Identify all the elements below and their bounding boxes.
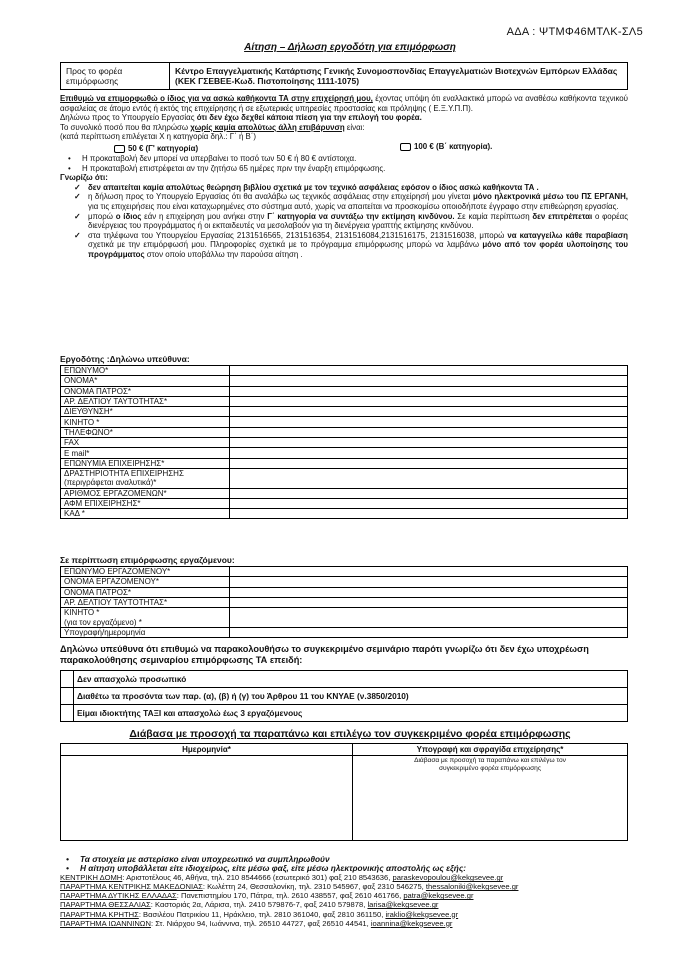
option-checkbox[interactable]	[61, 688, 74, 705]
intro-wish: Επιθυμώ να επιμορφωθώ ο ίδιος για να ασκώ καθήκοντα ΤΑ στην επιχείρησή μου,	[60, 94, 373, 103]
option-category-b[interactable]: 100 € (Β΄ κατηγορία).	[400, 142, 492, 152]
advance-refund: • Η προκαταβολή επιστρέφεται αν την ζητήσω 65 ημέρες πριν την έναρξη επιμόρφωσης.	[68, 163, 386, 173]
checkmark-icon: ✓	[74, 230, 81, 240]
option-label: Διαθέτω τα προσόντα των παρ. (α), (β) ή (γ) του Άρθρου 11 του ΚΝΥΑΕ (ν.3850/2010)	[74, 688, 628, 705]
table-row	[61, 376, 628, 386]
check-item-4: ✓ στα τηλέφωνα του Υπουργείου Εργασίας 2131516565, 2131516354, 2131516084,2131516175, 2131516038, μπορώ να καταγγείλω κάθε παραβίαση σχετικά με την επιμόρφωσή μου. Πληροφορίες σχετικά με το πρόγραμμα επιμόρφωσης μπορώ να λαμβάνω μόνο από τον φορέα υλοποίησης του προγράμματος στον οποίο υποβάλλω την παρούσα αίτηση .	[74, 230, 628, 259]
employer-table	[60, 365, 628, 519]
field-label: ΟΝΟΜΑ*	[61, 376, 230, 386]
signature-note: Διάβασα με προσοχή τα παραπάνω και επιλέγω τον συγκεκριμένο φορέα επιμόρφωσης	[414, 757, 566, 772]
field-label: ΑΦΜ ΕΠΙΧΕΙΡΗΣΗΣ*	[61, 498, 230, 508]
document-title: Αίτηση – Δήλωση εργοδότη για επιμόρφωση	[244, 42, 456, 53]
option-row[interactable]	[61, 671, 628, 688]
table-row	[61, 396, 628, 406]
field-input[interactable]	[230, 396, 628, 406]
field-label: ΕΠΩΝΥΜΟ*	[61, 366, 230, 376]
table-row	[61, 417, 628, 427]
table-row	[61, 567, 628, 577]
bullet-icon: •	[68, 163, 71, 173]
field-input[interactable]	[230, 468, 628, 488]
check-item-2: ✓ η δήλωση προς το Υπουργείο Εργασίας ότι θα αναλάβω ως τεχνικός ασφάλειας στην επιχείρησή μου γίνεται μόνο ηλεκτρονικά μέσω του ΠΣ ΕΡΓΑΝΗ, για τις επιχειρήσεις που είναι καταχωρημένες στο σύστημα αυτό, χωρίς να απαιτείται να προσκομίσω οποιοδήποτε έγγραφο στην επιθεώρηση εργασίας.	[74, 192, 628, 211]
field-input[interactable]	[230, 427, 628, 437]
field-input[interactable]	[230, 458, 628, 468]
read-confirm-title: Διάβασα με προσοχή τα παραπάνω και επιλέγω τον συγκεκριμένο φορέα επιμόρφωσης	[129, 728, 571, 740]
field-label: ΚΙΝΗΤΟ *	[61, 608, 230, 618]
employer-heading: Εργοδότης :Δηλώνω υπεύθυνα:	[60, 354, 190, 364]
field-label: ΔΙΕΥΘΥΝΣΗ*	[61, 407, 230, 417]
declaration-text: Δηλώνω υπεύθυνα ότι επιθυμώ να παρακολουθήσω το συγκεκριμένο σεμινάριο παρότι γνωρίζω ότι δεν έχω υποχρέωση παρακολούθησης σεμιναρίου επιμόρφωσης ΤΑ επειδή:	[60, 644, 589, 665]
field-input[interactable]	[230, 386, 628, 396]
table-row	[61, 627, 628, 637]
field-label: ΑΡ. ΔΕΛΤΙΟΥ ΤΑΥΤΟΤΗΤΑΣ*	[61, 396, 230, 406]
field-input[interactable]	[230, 376, 628, 386]
table-row	[61, 608, 628, 618]
bullet-icon: •	[68, 153, 71, 163]
branch-email[interactable]: iraklio@kekgsevee.gr	[385, 909, 459, 919]
field-label: ΚΑΔ *	[61, 509, 230, 519]
field-input[interactable]	[230, 448, 628, 458]
table-row	[61, 488, 628, 498]
field-label: Υπογραφή/ημερομηνία	[61, 627, 230, 637]
table-row	[61, 498, 628, 508]
recipient-name: Κέντρο Επαγγελματικής Κατάρτισης Γενικής Συνομοσπονδίας Επαγγελματιών Βιοτεχνών Εμπόρων Ελλάδας (ΚΕΚ ΓΣΕΒΕΕ-Κωδ. Πιστοποίησης 1111-1075)	[170, 63, 628, 90]
option-row[interactable]	[61, 688, 628, 705]
category-options	[60, 142, 628, 154]
know-heading: Γνωρίζω ότι:	[60, 173, 108, 183]
footer-note-required: • Τα στοιχεία με αστερίσκο είναι υποχρεωτικό να συμπληρωθούν	[66, 854, 330, 864]
branch-email[interactable]: ioannina@kekgsevee.gr	[370, 918, 453, 928]
recipient-label: Προς το φορέα επιμόρφωσης	[61, 63, 170, 90]
field-label: ΕΠΩΝΥΜΟ ΕΡΓΑΖΟΜΕΝΟΥ*	[61, 567, 230, 577]
field-label: ΟΝΟΜΑ ΠΑΤΡΟΣ*	[61, 386, 230, 396]
signature-field[interactable]	[353, 756, 628, 841]
footer-note-submit: • Η αίτηση υποβάλλεται είτε ιδιοχείρως, είτε μέσω φαξ, είτε μέσω ηλεκτρονικής αποστολής ως εξής:	[66, 863, 467, 874]
table-row	[61, 427, 628, 437]
bullet-icon: •	[66, 854, 69, 864]
employee-table	[60, 566, 628, 638]
employee-heading: Σε περίπτωση επιμόρφωσης εργαζόμενου:	[60, 555, 235, 565]
branch-line: ΚΕΝΤΡΙΚΗ ΔΟΜΗ: Αριστοτέλους 46, Αθήνα, τηλ. 210 8544666 (εσωτερικό 301) φαξ 210 8543636, paraskevopoulou@kekgsevee.gr	[60, 873, 504, 883]
footer	[60, 855, 640, 928]
field-input[interactable]	[230, 509, 628, 519]
field-input[interactable]	[230, 608, 628, 628]
intro-alternative: έχοντας υπόψη ότι εναλλακτικά μπορώ να αναθέσω καθήκοντα τεχνικού ασφαλείας σε άτομο εντός ή εκτός της επιχείρησης ή σε εξωτερικές υπηρεσίες προστασίας και πρόληψης ( Ε.Ξ.Υ.Π.Π).	[60, 94, 629, 113]
bullet-icon: •	[66, 863, 69, 874]
field-input[interactable]	[230, 407, 628, 417]
option-label: Δεν απασχολώ προσωπικό	[74, 671, 628, 688]
field-label: ΟΝΟΜΑ ΕΡΓΑΖΟΜΕΝΟΥ*	[61, 577, 230, 587]
field-label: ΟΝΟΜΑ ΠΑΤΡΟΣ*	[61, 587, 230, 597]
exemption-options	[60, 670, 628, 722]
signature-table	[60, 743, 628, 841]
table-row	[61, 448, 628, 458]
table-row	[61, 468, 628, 478]
checkmark-icon: ✓	[74, 211, 81, 221]
field-label: FAX	[61, 438, 230, 448]
branch-email[interactable]: paraskevopoulou@kekgsevee.gr	[392, 873, 504, 883]
table-row	[61, 458, 628, 468]
option-label: Είμαι ιδιοκτήτης ΤΑΞΙ και απασχολώ έως 3 εργαζόμενους	[74, 705, 628, 722]
branch-email[interactable]: thessaloniki@kekgsevee.gr	[425, 882, 519, 892]
checkmark-icon: ✓	[74, 182, 81, 192]
field-input[interactable]	[230, 438, 628, 448]
branch-line: ΠΑΡΑΡΤΗΜΑ ΚΕΝΤΡΙΚΗΣ ΜΑΚΕΔΟΝΙΑΣ: Κωλέττη 24, Θεσσαλονίκη, τηλ. 2310 545967, φαξ 2310 546275, thessaloniki@kekgsevee.gr	[60, 882, 519, 892]
field-label: ΑΡ. ΔΕΛΤΙΟΥ ΤΑΥΤΟΤΗΤΑΣ*	[61, 597, 230, 607]
branch-line: ΠΑΡΑΡΤΗΜΑ ΔΥΤΙΚΗΣ ΕΛΛΑΔΑΣ: Πανεπιστημίου 170, Πάτρα, τηλ. 2610 438557, φαξ 2610 461766, patra@kekgsevee.gr	[60, 891, 474, 901]
field-input[interactable]	[230, 366, 628, 376]
amount-statement: Το συνολικό ποσό που θα πληρώσω χωρίς καμία απολύτως άλλη επιβάρυνση είναι:	[60, 122, 365, 132]
table-row	[61, 597, 628, 607]
pressure-statement: Δηλώνω προς το Υπουργείο Εργασίας ότι δεν έχω δεχθεί κάποια πίεση για την επιλογή του φορέα.	[60, 113, 422, 123]
table-row	[61, 438, 628, 448]
table-row	[61, 577, 628, 587]
field-input[interactable]	[230, 587, 628, 597]
field-label: ΑΡΙΘΜΟΣ ΕΡΓΑΖΟΜΕΝΩΝ*	[61, 488, 230, 498]
table-row	[61, 509, 628, 519]
field-input[interactable]	[230, 567, 628, 577]
field-label: (για τον εργαζόμενο) *	[61, 617, 230, 627]
field-input[interactable]	[230, 417, 628, 427]
branch-line: ΠΑΡΑΡΤΗΜΑ ΙΩΑΝΝΙΝΩΝ: Στ. Νιάρχου 94, Ιωάννινα, τηλ. 26510 44727, φαξ 26510 44541, ioannina@kekgsevee.gr	[60, 918, 453, 928]
field-input[interactable]	[230, 577, 628, 587]
checkbox-100[interactable]	[400, 143, 411, 151]
table-row	[61, 386, 628, 396]
intro-paragraph	[60, 94, 628, 113]
option-row[interactable]	[61, 705, 628, 722]
table-row	[61, 407, 628, 417]
field-input[interactable]	[230, 488, 628, 498]
option-category-g[interactable]: 50 € (Γ' κατηγορία)	[114, 144, 198, 154]
table-row	[61, 587, 628, 597]
date-field[interactable]	[61, 756, 353, 841]
branch-line: ΠΑΡΑΡΤΗΜΑ ΘΕΣΣΑΛΙΑΣ: Καστοριάς 2α, Λάρισα, τηλ. 2410 579876-7, φαξ 2410 579878, larisa@kekgsevee.gr	[60, 900, 439, 910]
field-label: ΚΙΝΗΤΟ *	[61, 417, 230, 427]
field-input[interactable]	[230, 597, 628, 607]
ada-code: ΑΔΑ : ΨΤΜΦ46ΜΤΛΚ-ΣΛ5	[506, 26, 643, 38]
field-input[interactable]	[230, 498, 628, 508]
field-label: ΔΡΑΣΤΗΡΙΟΤΗΤΑ ΕΠΙΧΕΙΡΗΣΗΣ	[61, 468, 230, 478]
checkmark-icon: ✓	[74, 192, 81, 202]
option-checkbox[interactable]	[61, 705, 74, 722]
branch-email[interactable]: larisa@kekgsevee.gr	[367, 900, 439, 910]
check-item-1: ✓ δεν απαιτείται καμία απολύτως θεώρηση βιβλίου σχετικά με τον τεχνικό ασφάλειας εφόσον ο ίδιος ασκώ καθήκοντα ΤΑ .	[74, 182, 539, 192]
signature-header: Υπογραφή και σφραγίδα επιχείρησης*	[353, 744, 628, 756]
option-checkbox[interactable]	[61, 671, 74, 688]
field-input[interactable]	[230, 627, 628, 637]
table-row	[61, 366, 628, 376]
advance-limit: • Η προκαταβολή δεν μπορεί να υπερβαίνει το ποσό των 50 € ή 80 € αντίστοιχα.	[68, 153, 357, 163]
branch-email[interactable]: patra@kekgsevee.gr	[403, 891, 474, 901]
recipient-header	[60, 62, 628, 90]
checkbox-50[interactable]	[114, 145, 125, 153]
branch-line: ΠΑΡΑΡΤΗΜΑ ΚΡΗΤΗΣ: Βασιλέου Πατρικίου 11, Ηράκλειο, τηλ. 2810 361040, φαξ 2810 361150, iraklio@kekgsevee.gr	[60, 909, 459, 919]
date-header: Ημερομηνία*	[61, 744, 353, 756]
category-hint: (κατά περίπτωση επιλέγεται Χ η κατηγορία δηλ.: Γ΄ ή Β΄)	[60, 132, 257, 142]
field-label: ΤΗΛΕΦΩΝΟ*	[61, 427, 230, 437]
field-label: E mail*	[61, 448, 230, 458]
check-item-3: ✓ μπορώ ο ίδιος εάν η επιχείρηση μου ανήκει στην Γ΄ κατηγορία να συντάξω την εκτίμηση κινδύνου. Σε καμία περίπτωση δεν επιτρέπεται ο φορέας διενέργειας του προγράμματος ή οι εκπαιδευτές να μεσολαβούν για τη διενέργεια γραπτής εκτίμησης κινδύνου.	[74, 211, 628, 231]
field-label: (περιγράφεται αναλυτικά)*	[61, 478, 230, 488]
intro-block	[60, 94, 628, 260]
field-label: ΕΠΩΝΥΜΙΑ ΕΠΙΧΕΙΡΗΣΗΣ*	[61, 458, 230, 468]
